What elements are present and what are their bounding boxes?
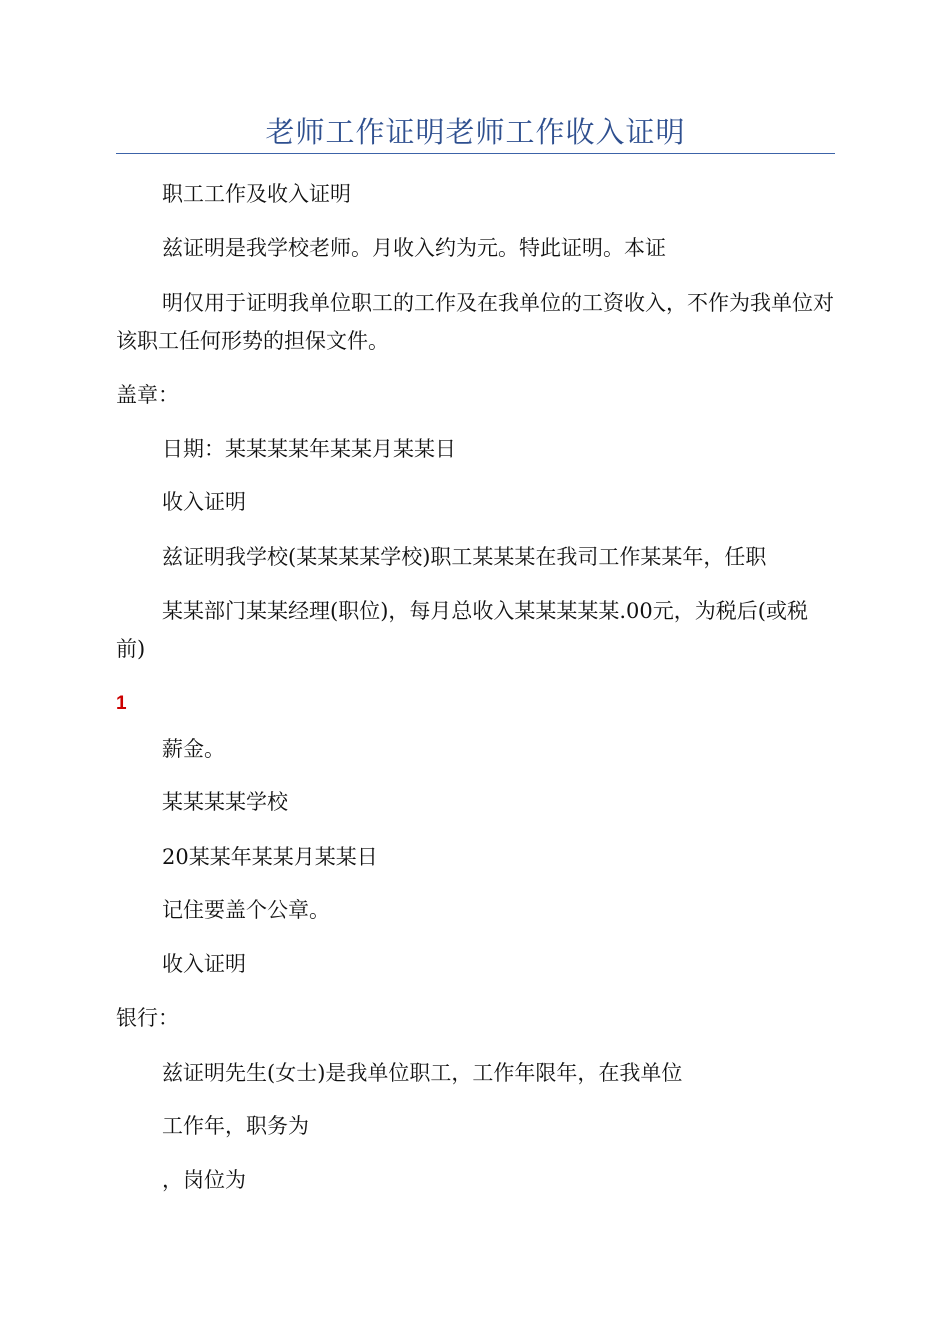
page-number: 1 bbox=[116, 693, 127, 714]
paragraph: 收入证明 bbox=[162, 490, 246, 514]
paragraph: 职工工作及收入证明 bbox=[162, 182, 351, 206]
paragraph: 明仅用于证明我单位职工的工作及在我单位的工资收入，不作为我单位对该职工任何形势的担保文件。 bbox=[116, 291, 834, 353]
paragraph: 兹证明先生(女士)是我单位职工，工作年限年，在我单位 bbox=[162, 1061, 683, 1085]
paragraph: 某某某某学校 bbox=[162, 790, 288, 814]
paragraph: ，岗位为 bbox=[162, 1168, 246, 1192]
paragraph: 兹证明我学校(某某某某学校)职工某某某在我司工作某某年，任职 bbox=[162, 545, 767, 569]
paragraph: 工作年，职务为 bbox=[162, 1114, 309, 1138]
paragraph: 日期：某某某某年某某月某某日 bbox=[162, 437, 456, 461]
paragraph: 收入证明 bbox=[162, 952, 246, 976]
paragraph: 兹证明是我学校老师。月收入约为元。特此证明。本证 bbox=[162, 236, 666, 260]
paragraph: 盖章： bbox=[116, 383, 179, 407]
document-title: 老师工作证明老师工作收入证明 bbox=[265, 115, 686, 149]
paragraph: 20某某年某某月某某日 bbox=[162, 845, 378, 869]
title-underline bbox=[116, 153, 835, 154]
paragraph: 银行： bbox=[116, 1006, 179, 1030]
paragraph: 薪金。 bbox=[162, 737, 225, 761]
paragraph: 记住要盖个公章。 bbox=[162, 898, 330, 922]
paragraph: 某某部门某某经理(职位)，每月总收入某某某某某.00元，为税后(或税前) bbox=[116, 599, 808, 661]
